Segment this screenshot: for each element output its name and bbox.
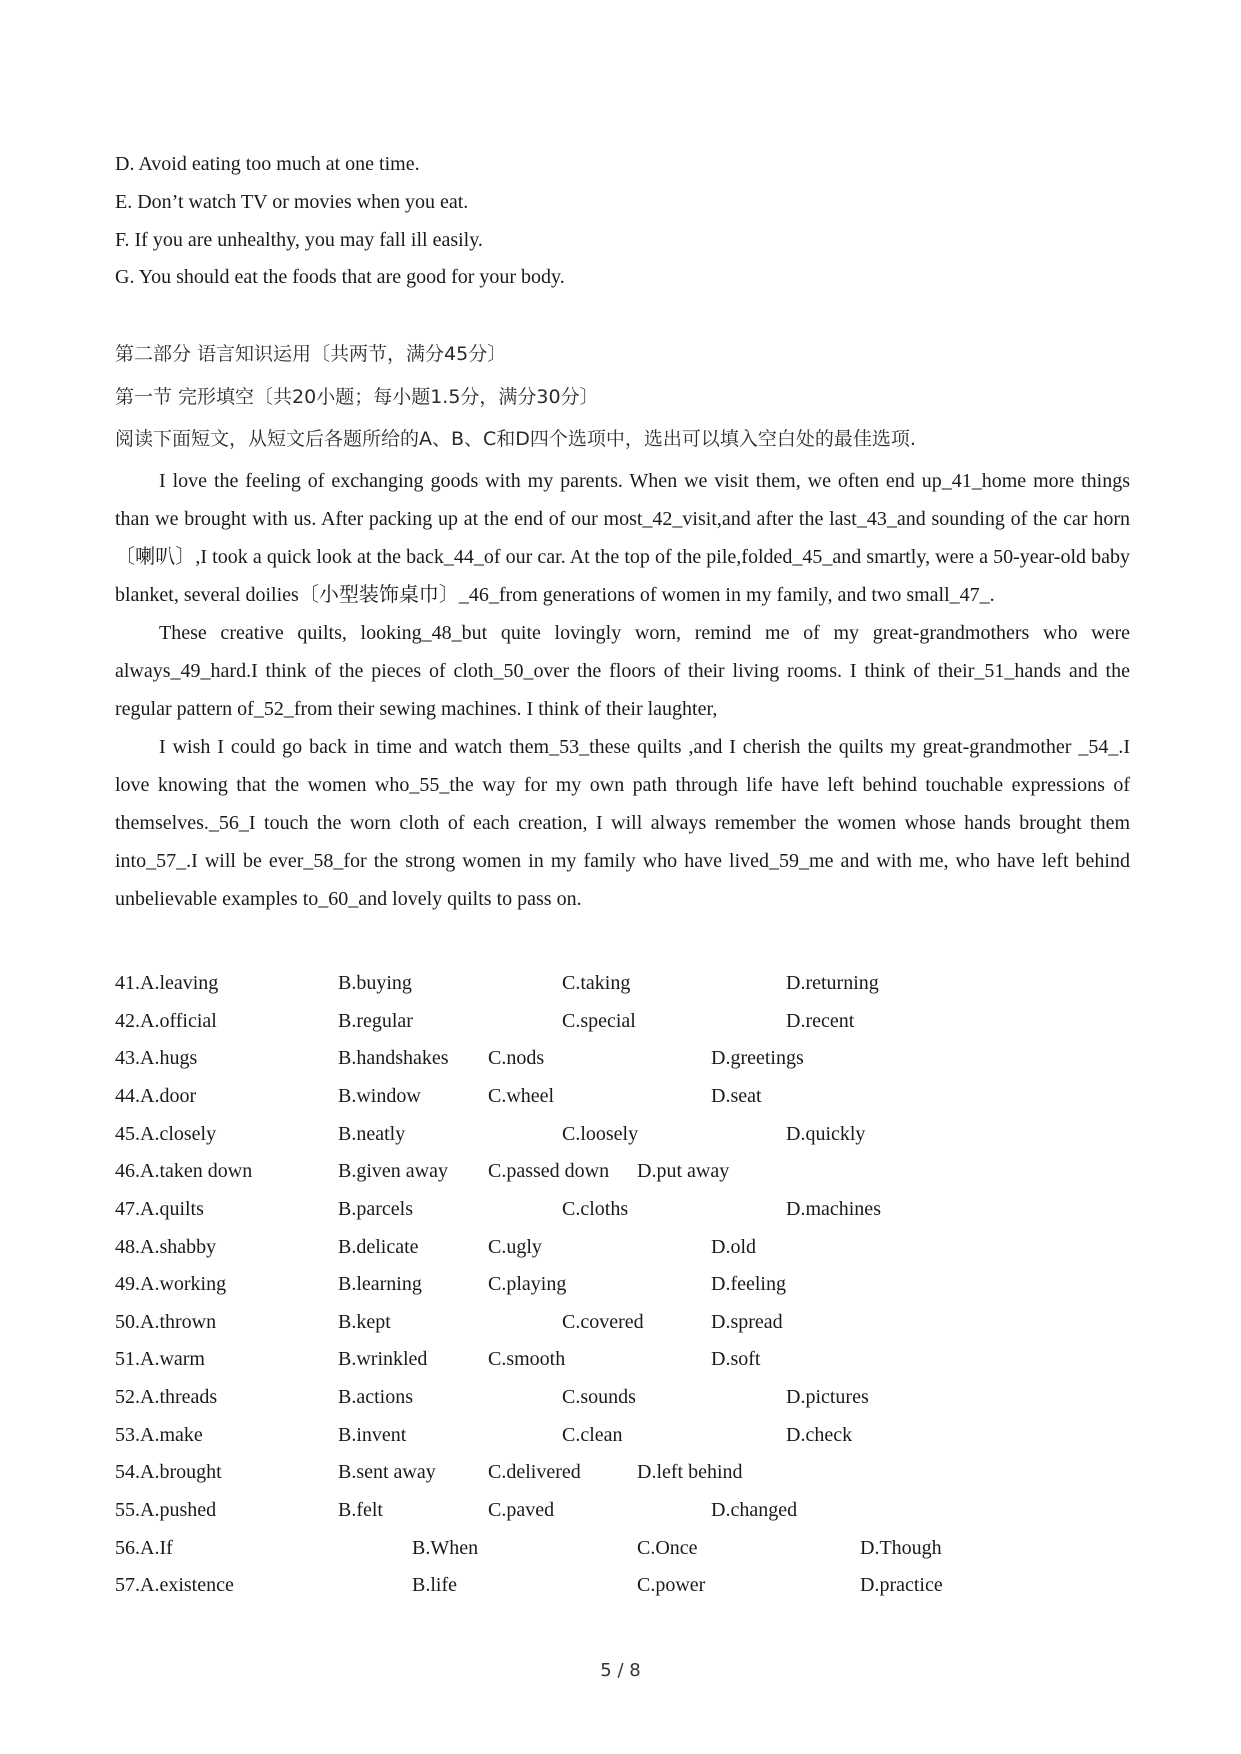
q55-option-d: D.changed [711,1499,798,1521]
q46-option-d: D.put away [637,1160,730,1182]
q51-option-d: D.soft [711,1348,761,1370]
q48-option-a: 48.A.shabby [115,1236,217,1258]
q41-option-d: D.returning [786,972,879,994]
passage-paragraph-3: I wish I could go back in time and watch them_53_these quilts ,and I cherish the quilts my great-grandmother _54_.I love knowing that the women who_55_the way for my own path through life have left behind touchable expressions of themselves._56_I touch the worn cloth of each creation, I will always remember the women whose hands brought them into_57_.I will be ever_58_for the strong women in my family who have lived_59_me and with me, who have left behind unbelievable examples to_60_and lovely quilts to pass on. [115,736,1130,910]
q42-option-d: D.recent [786,1010,855,1032]
q41-option-a: 41.A.leaving [115,972,219,994]
q46-option-a: 46.A.taken down [115,1160,253,1182]
q50-option-d: D.spread [711,1311,783,1333]
q47-option-c: C.cloths [562,1198,629,1220]
q51-option-c: C.smooth [488,1348,566,1370]
q56-option-a: 56.A.If [115,1537,173,1559]
q41-option-b: B.buying [338,972,412,994]
q44-option-b: B.window [338,1085,421,1107]
q45-option-b: B.neatly [338,1123,406,1145]
q57-option-d: D.practice [860,1574,943,1596]
q43-option-d: D.greetings [711,1047,804,1069]
q41-option-c: C.taking [562,972,631,994]
q54-option-c: C.delivered [488,1461,581,1483]
q42-option-c: C.special [562,1010,636,1032]
q46-option-c: C.passed down [488,1160,610,1182]
q47-option-a: 47.A.quilts [115,1198,204,1220]
option-e-text: E. Don’t watch TV or movies when you eat. [115,191,469,213]
q56-option-d: D.Though [860,1537,942,1559]
option-g-text: G. You should eat the foods that are good for your body. [115,266,565,288]
q53-option-c: C.clean [562,1424,623,1446]
q50-option-c: C.covered [562,1311,644,1333]
q47-option-b: B.parcels [338,1198,413,1220]
q50-option-a: 50.A.thrown [115,1311,217,1333]
option-f-text: F. If you are unhealthy, you may fall ill easily. [115,229,483,251]
q56-option-c: C.Once [637,1537,698,1559]
q55-option-b: B.felt [338,1499,383,1521]
q43-option-b: B.handshakes [338,1047,449,1069]
q53-option-d: D.check [786,1424,853,1446]
passage-paragraph-1: I love the feeling of exchanging goods with my parents. When we visit them, we often end up_41_home more things than we brought with us. After packing up at the end of our most_42_visit,and after the last_43_and sounding of the car horn〔喇叭〕,I took a quick look at the back_44_of our car. At the top of the pile,folded_45_and smartly, were a 50-year-old baby blanket, several doilies〔小型装饰桌巾〕_46_from generations of women in my family, and two small_47_. [115,470,1130,606]
q47-option-d: D.machines [786,1198,881,1220]
q42-option-b: B.regular [338,1010,413,1032]
page-indicator: 5 / 8 [600,1660,641,1681]
q51-option-a: 51.A.warm [115,1348,205,1370]
q53-option-a: 53.A.make [115,1424,203,1446]
q52-option-a: 52.A.threads [115,1386,218,1408]
q48-option-d: D.old [711,1236,756,1258]
q51-option-b: B.wrinkled [338,1348,428,1370]
q55-option-a: 55.A.pushed [115,1499,217,1521]
q44-option-d: D.seat [711,1085,762,1107]
q49-option-c: C.playing [488,1273,567,1295]
q56-option-b: B.When [412,1537,479,1559]
q45-option-c: C.loosely [562,1123,639,1145]
q43-option-a: 43.A.hugs [115,1047,198,1069]
q55-option-c: C.paved [488,1499,555,1521]
cloze-passage [115,462,1130,918]
q49-option-a: 49.A.working [115,1273,227,1295]
q54-option-b: B.sent away [338,1461,436,1483]
passage-paragraph-2: These creative quilts, looking_48_but quite lovingly worn, remind me of my great-grandmothers who were always_49_hard.I think of the pieces of cloth_50_over the floors of their living rooms. I think of their_51_hands and the regular pattern of_52_from their sewing machines. I think of their laughter, [115,622,1130,720]
q44-option-c: C.wheel [488,1085,555,1107]
q52-option-c: C.sounds [562,1386,636,1408]
q48-option-b: B.delicate [338,1236,419,1258]
q45-option-a: 45.A.closely [115,1123,217,1145]
q42-option-a: 42.A.official [115,1010,217,1032]
option-d-text: D. Avoid eating too much at one time. [115,153,420,175]
instructions: 阅读下面短文，从短文后各题所给的A、B、C和D四个选项中，选出可以填入空白处的最佳选项. [115,428,916,450]
q54-option-a: 54.A.brought [115,1461,222,1483]
q52-option-b: B.actions [338,1386,413,1408]
q49-option-b: B.learning [338,1273,422,1295]
q57-option-a: 57.A.existence [115,1574,234,1596]
subsection-title: 第一节 完形填空〔共20小题；每小题1.5分，满分30分〕 [115,386,599,408]
q53-option-b: B.invent [338,1424,407,1446]
q54-option-d: D.left behind [637,1461,743,1483]
q52-option-d: D.pictures [786,1386,869,1408]
q46-option-b: B.given away [338,1160,448,1182]
q43-option-c: C.nods [488,1047,545,1069]
q48-option-c: C.ugly [488,1236,542,1258]
part-title: 第二部分 语言知识运用〔共两节，满分45分〕 [115,343,507,365]
q44-option-a: 44.A.door [115,1085,197,1107]
q45-option-d: D.quickly [786,1123,866,1145]
q57-option-c: C.power [637,1574,706,1596]
q50-option-b: B.kept [338,1311,391,1333]
q57-option-b: B.life [412,1574,457,1596]
q49-option-d: D.feeling [711,1273,786,1295]
